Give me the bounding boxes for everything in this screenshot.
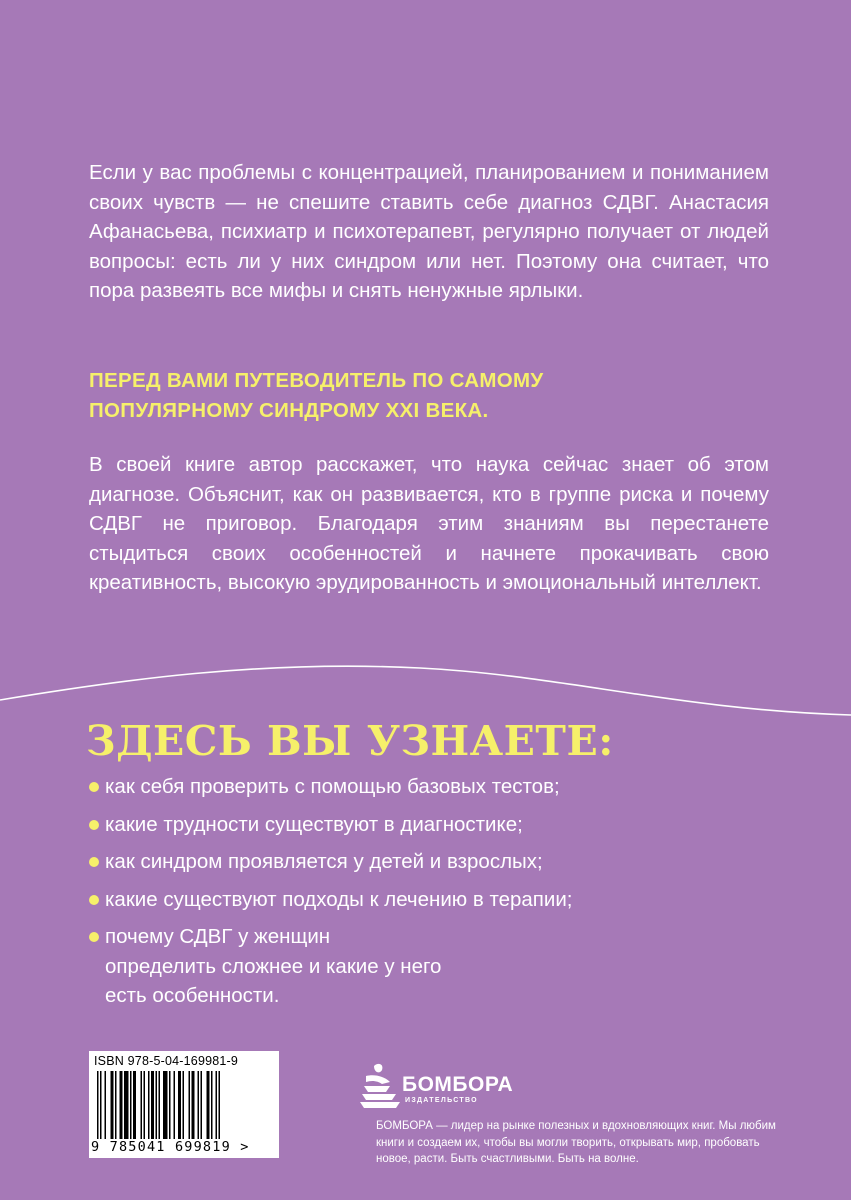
barcode-bar	[183, 1071, 185, 1139]
barcode-bar	[100, 1071, 102, 1139]
barcode-bar	[216, 1071, 218, 1139]
highlight-line-1: ПЕРЕД ВАМИ ПУТЕВОДИТЕЛЬ ПО САМОМУ	[89, 369, 544, 392]
learn-list	[89, 772, 739, 1019]
barcode-bar	[144, 1071, 146, 1139]
description-paragraph: В своей книге автор расскажет, что наука сейчас знает об этом диагнозе. Объяснит, как он развивается, кто в группе риска и почему СДВГ не приговор. Благодаря этим знаниям вы перестанете стыдиться своих особенностей и начнете прокачивать свою креативность, высокую эрудированность и эмоциональный интеллект.	[89, 453, 769, 595]
barcode-graphic	[97, 1071, 271, 1139]
barcode-bar	[169, 1071, 171, 1139]
publisher-tagline: БОМБОРА — лидер на рынке полезных и вдохновляющих книг. Мы любим книги и создаем их, чтобы вы могли творить, открывать мир, пробовать новое, расти. Быть счастливыми. Быть на волне.	[376, 1120, 776, 1165]
barcode-bar	[120, 1071, 123, 1139]
barcode-bar	[111, 1071, 114, 1139]
publisher-name: БОМБОРА	[402, 1073, 514, 1096]
barcode-bar	[174, 1071, 176, 1139]
barcode-bar	[178, 1071, 181, 1139]
learn-heading: ЗДЕСЬ ВЫ УЗНАЕТЕ:	[86, 717, 614, 765]
list-item: какие существуют подходы к лечению в терапии;	[89, 885, 739, 915]
barcode-bar	[156, 1071, 158, 1139]
barcode-bar	[159, 1071, 161, 1139]
bullet-dot-icon	[89, 857, 99, 867]
list-item: как себя проверить с помощью базовых тестов;	[89, 772, 739, 802]
list-item: как синдром проявляется у детей и взрослых;	[89, 847, 739, 877]
isbn-text: ISBN 978-5-04-169981-9	[94, 1054, 239, 1068]
publisher-subtitle: ИЗДАТЕЛЬСТВО	[405, 1097, 478, 1104]
barcode-digits: 9 785041 699819 >	[91, 1139, 250, 1155]
bullet-dot-icon	[89, 782, 99, 792]
barcode-bar	[192, 1071, 195, 1139]
bullet-dot-icon	[89, 820, 99, 830]
barcode-box	[89, 1051, 279, 1158]
barcode-bar	[198, 1071, 200, 1139]
bullet-dot-icon	[89, 932, 99, 942]
highlight-line-2: ПОПУЛЯРНОМУ СИНДРОМУ XXI ВЕКА.	[89, 399, 489, 422]
barcode-bar	[130, 1071, 132, 1139]
highlight-text	[89, 366, 769, 426]
barcode-bar	[97, 1071, 99, 1139]
barcode-bar	[115, 1071, 117, 1139]
barcode-bar	[207, 1071, 210, 1139]
barcode-bar	[201, 1071, 203, 1139]
list-item: какие трудности существуют в диагностике;	[89, 810, 739, 840]
barcode-bar	[105, 1071, 107, 1139]
barcode-bar	[141, 1071, 143, 1139]
barcode-bar	[124, 1071, 129, 1139]
intro-paragraph: Если у вас проблемы с концентрацией, планированием и пониманием своих чувств — не спешите ставить себе диагноз СДВГ. Анастасия Афанасьева, психиатр и психотерапевт, регулярно получает от людей вопросы: есть ли у них синдром или нет. Поэтому она считает, что пора развеять все мифы и снять ненужные ярлыки.	[89, 161, 769, 303]
barcode-bar	[151, 1071, 154, 1139]
list-item: почему СДВГ у женщин определить сложнее и какие у него есть особенности.	[89, 922, 445, 1011]
barcode-bar	[133, 1071, 136, 1139]
bullet-dot-icon	[89, 895, 99, 905]
barcode-bar	[163, 1071, 168, 1139]
bombora-logo-icon	[360, 1062, 402, 1112]
barcode-bar	[211, 1071, 213, 1139]
barcode-bar	[189, 1071, 191, 1139]
barcode-bar	[148, 1071, 150, 1139]
barcode-bar	[219, 1071, 221, 1139]
